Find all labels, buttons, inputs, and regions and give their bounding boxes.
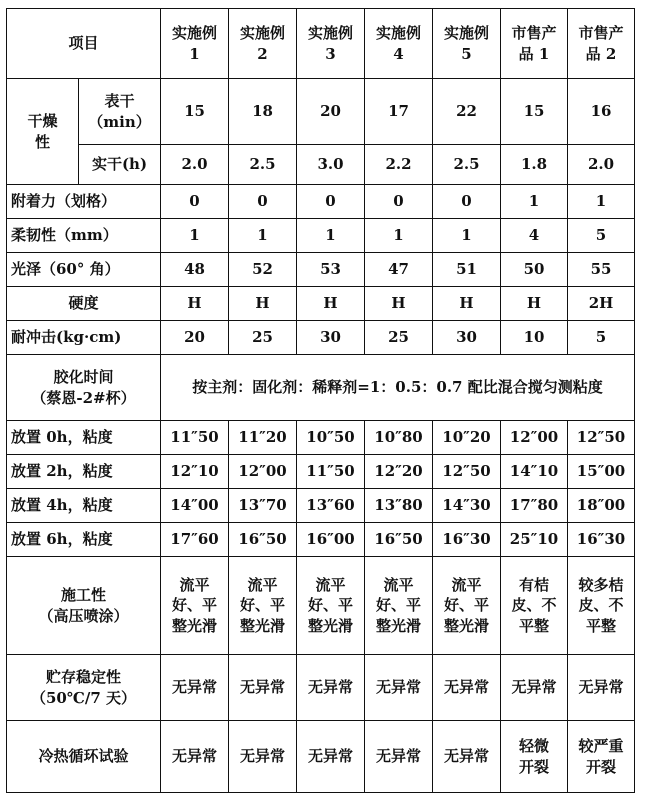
value-text: 12″00 (509, 428, 559, 447)
drying-surface-row (7, 79, 635, 145)
value-cell (365, 185, 433, 219)
viscosity-label: 放置 2h，粘度 (11, 462, 113, 481)
construction-value-line: 整光滑 (444, 616, 490, 635)
value-text: 20 (320, 102, 341, 121)
property-row (7, 185, 635, 219)
property-row (7, 321, 635, 355)
value-text: 10 (523, 328, 545, 347)
header-col-1 (161, 9, 229, 79)
value-text: 1 (325, 226, 336, 245)
value-text: H (187, 294, 202, 313)
gel-label-cell (7, 355, 161, 421)
gel-row (7, 355, 635, 421)
value-text: 13″80 (374, 496, 423, 515)
value-text: 12″50 (442, 462, 491, 481)
value-cell (501, 489, 568, 523)
value-text: 47 (388, 260, 409, 279)
value-text: 2.0 (587, 155, 615, 174)
value-cell (297, 489, 365, 523)
header-col-label-line: 2 (257, 44, 268, 63)
value-text: 16″30 (442, 530, 491, 549)
thermal-value-line: 无异常 (308, 747, 354, 766)
value-text: 1.8 (520, 155, 548, 174)
construction-value-line: 有桔 (519, 576, 550, 595)
value-cell (297, 287, 365, 321)
header-col-label-line: 实施例 (240, 24, 286, 43)
value-cell (229, 79, 297, 145)
value-cell (501, 721, 568, 793)
viscosity-label: 放置 4h，粘度 (11, 496, 113, 515)
gel-note-cell (161, 355, 635, 421)
value-cell (568, 455, 635, 489)
value-text: 16″30 (576, 530, 626, 549)
value-text: 22 (456, 102, 477, 121)
value-text: 14″10 (509, 462, 559, 481)
viscosity-label-cell (7, 421, 161, 455)
thermal-value-line: 无异常 (444, 747, 490, 766)
value-cell (433, 253, 501, 287)
header-col-label-line: 品 1 (518, 44, 550, 63)
value-text: 11″50 (306, 462, 355, 481)
value-cell (161, 253, 229, 287)
value-text: 17 (388, 102, 409, 121)
drying-surface-label-cell (79, 79, 161, 145)
value-cell (365, 79, 433, 145)
results-table (6, 8, 635, 793)
value-text: 25 (252, 328, 273, 347)
value-cell (229, 185, 297, 219)
value-cell (501, 523, 568, 557)
construction-value-line: 皮、不 (578, 596, 624, 615)
value-text: 14″30 (442, 496, 491, 515)
value-text: H (391, 294, 406, 313)
value-text: 11″50 (170, 428, 219, 447)
drying-hard-label: 实干(h) (91, 155, 148, 174)
value-cell (297, 219, 365, 253)
value-cell (433, 721, 501, 793)
value-text: 18 (252, 102, 273, 121)
drying-group-label-line: 性 (34, 132, 50, 151)
header-col-label-line: 3 (325, 44, 336, 63)
value-cell (297, 79, 365, 145)
value-cell (365, 253, 433, 287)
viscosity-row (7, 421, 635, 455)
value-text: 48 (184, 260, 205, 279)
thermal-value-line: 无异常 (240, 747, 286, 766)
header-col-label-line: 市售产 (511, 24, 557, 43)
header-item-label: 项目 (68, 34, 99, 53)
value-text: 2H (588, 294, 614, 313)
value-cell (433, 219, 501, 253)
value-cell (365, 655, 433, 721)
value-text: 0 (257, 192, 268, 211)
value-text: 17″80 (509, 496, 559, 515)
value-cell (568, 655, 635, 721)
value-cell (501, 219, 568, 253)
header-col-4 (365, 9, 433, 79)
thermal-value-line: 开裂 (586, 757, 617, 776)
value-text: 10″80 (374, 428, 423, 447)
value-cell (365, 421, 433, 455)
value-text: 10″20 (442, 428, 491, 447)
value-cell (229, 253, 297, 287)
value-cell (568, 421, 635, 455)
gel-note: 按主剂：固化剂：稀释剂=1：0.5：0.7 配比混合搅匀测粘度 (192, 378, 603, 397)
drying-surface-label-line: （min） (88, 112, 151, 131)
value-cell (433, 421, 501, 455)
value-cell (568, 489, 635, 523)
construction-value-line: 流平 (247, 576, 278, 595)
value-cell (161, 321, 229, 355)
value-cell (297, 523, 365, 557)
value-text: 14″00 (170, 496, 219, 515)
viscosity-label: 放置 0h，粘度 (11, 428, 113, 447)
value-cell (229, 557, 297, 655)
storage-label-line: 贮存稳定性 (46, 668, 122, 687)
value-text: 25 (388, 328, 409, 347)
drying-group-label-line: 干燥 (27, 112, 58, 131)
value-cell (568, 185, 635, 219)
construction-value-line: 好、平 (240, 596, 286, 615)
value-text: 13″60 (306, 496, 355, 515)
property-label-cell (7, 185, 161, 219)
value-text: H (459, 294, 474, 313)
value-cell (229, 655, 297, 721)
drying-group-cell (7, 79, 79, 185)
property-label-cell (7, 219, 161, 253)
value-cell (229, 219, 297, 253)
value-text: 16″50 (238, 530, 287, 549)
value-text: H (526, 294, 542, 313)
value-cell (433, 455, 501, 489)
value-cell (433, 145, 501, 185)
value-text: 11″20 (238, 428, 287, 447)
header-col-label-line: 实施例 (308, 24, 354, 43)
value-cell (365, 523, 433, 557)
construction-value-line: 流平 (315, 576, 346, 595)
construction-value-line: 整光滑 (240, 616, 286, 635)
header-col-label-line: 1 (189, 44, 200, 63)
construction-label-cell (7, 557, 161, 655)
value-cell (297, 557, 365, 655)
value-cell (433, 655, 501, 721)
construction-value-line: 平整 (586, 616, 617, 635)
value-cell (297, 145, 365, 185)
value-text: 1 (189, 226, 200, 245)
value-text: H (323, 294, 338, 313)
value-text: 2.5 (249, 155, 276, 174)
thermal-row (7, 721, 635, 793)
value-cell (365, 489, 433, 523)
value-text: 50 (523, 260, 545, 279)
value-text: 2.5 (453, 155, 480, 174)
thermal-value-line: 较严重 (578, 737, 624, 756)
value-cell (161, 421, 229, 455)
value-text: 无异常 (511, 678, 557, 697)
thermal-value-line: 开裂 (519, 757, 550, 776)
thermal-label: 冷热循环试验 (38, 747, 129, 766)
value-text: 52 (252, 260, 273, 279)
value-text: 无异常 (308, 678, 354, 697)
value-cell (501, 421, 568, 455)
value-cell (365, 287, 433, 321)
construction-value-line: 好、平 (444, 596, 490, 615)
value-cell (297, 455, 365, 489)
thermal-value-line: 无异常 (172, 747, 218, 766)
value-text: 13″70 (238, 496, 287, 515)
value-cell (161, 287, 229, 321)
construction-row (7, 557, 635, 655)
value-cell (365, 321, 433, 355)
value-cell (568, 79, 635, 145)
header-col-label-line: 实施例 (444, 24, 490, 43)
construction-value-line: 整光滑 (376, 616, 422, 635)
property-label-cell (7, 253, 161, 287)
value-text: 2.0 (181, 155, 208, 174)
header-col-label-line: 4 (393, 44, 404, 63)
value-cell (433, 287, 501, 321)
value-cell (229, 421, 297, 455)
value-cell (229, 489, 297, 523)
value-text: 0 (393, 192, 404, 211)
construction-value-line: 流平 (383, 576, 414, 595)
value-cell (229, 523, 297, 557)
value-text: 1 (461, 226, 472, 245)
value-cell (229, 721, 297, 793)
thermal-value-line: 无异常 (376, 747, 422, 766)
value-cell (365, 557, 433, 655)
storage-row (7, 655, 635, 721)
value-cell (161, 455, 229, 489)
value-text: 20 (184, 328, 205, 347)
construction-value-line: 整光滑 (172, 616, 218, 635)
header-col-label-line: 实施例 (172, 24, 218, 43)
value-cell (161, 721, 229, 793)
header-col-7 (568, 9, 635, 79)
value-cell (365, 219, 433, 253)
value-text: 17″60 (170, 530, 219, 549)
value-text: 25″10 (509, 530, 559, 549)
value-text: 10″50 (306, 428, 355, 447)
construction-value-line: 好、平 (172, 596, 218, 615)
header-col-5 (433, 9, 501, 79)
value-cell (161, 145, 229, 185)
value-cell (229, 145, 297, 185)
value-cell (501, 253, 568, 287)
value-text: 12″00 (238, 462, 287, 481)
value-cell (568, 557, 635, 655)
value-cell (433, 489, 501, 523)
value-text: 53 (320, 260, 341, 279)
value-text: 5 (595, 328, 607, 347)
construction-value-line: 整光滑 (308, 616, 354, 635)
value-cell (365, 721, 433, 793)
value-cell (501, 655, 568, 721)
property-label: 硬度 (68, 294, 99, 313)
value-cell (501, 185, 568, 219)
value-text: 无异常 (578, 678, 624, 697)
value-cell (568, 145, 635, 185)
value-cell (161, 489, 229, 523)
value-text: 0 (325, 192, 336, 211)
value-text: 0 (189, 192, 200, 211)
header-row (7, 9, 635, 79)
value-text: 12″10 (170, 462, 219, 481)
value-text: 3.0 (317, 155, 344, 174)
value-cell (365, 455, 433, 489)
value-text: 15 (184, 102, 205, 121)
construction-value-line: 好、平 (376, 596, 422, 615)
value-cell (297, 721, 365, 793)
value-cell (161, 557, 229, 655)
value-cell (568, 321, 635, 355)
gel-label-line: （蔡恩-2#杯） (31, 388, 136, 407)
property-label: 耐冲击(kg·cm) (11, 328, 122, 347)
drying-hard-row (7, 145, 635, 185)
drying-hard-label-cell (79, 145, 161, 185)
thermal-value-line: 轻微 (519, 737, 550, 756)
value-text: 2.2 (385, 155, 412, 174)
header-col-label-line: 市售产 (578, 24, 624, 43)
value-text: 1 (528, 192, 540, 211)
construction-value-line: 流平 (179, 576, 210, 595)
property-label-cell (7, 321, 161, 355)
construction-value-line: 流平 (451, 576, 482, 595)
header-item-cell (7, 9, 161, 79)
construction-label-line: （高压喷涂） (38, 606, 129, 625)
value-cell (161, 79, 229, 145)
value-text: 4 (528, 226, 540, 245)
property-row (7, 219, 635, 253)
value-cell (501, 321, 568, 355)
value-cell (433, 185, 501, 219)
construction-value-line: 好、平 (308, 596, 354, 615)
value-text: 无异常 (240, 678, 286, 697)
value-cell (501, 287, 568, 321)
property-row (7, 287, 635, 321)
thermal-label-cell (7, 721, 161, 793)
value-text: 18″00 (576, 496, 626, 515)
property-label: 柔韧性（mm） (11, 226, 118, 245)
value-cell (501, 145, 568, 185)
value-cell (161, 219, 229, 253)
header-col-6 (501, 9, 568, 79)
property-label: 附着力（划格） (11, 192, 117, 211)
value-cell (229, 321, 297, 355)
value-text: 1 (595, 192, 607, 211)
value-text: 15″00 (576, 462, 626, 481)
value-cell (229, 455, 297, 489)
property-label: 光泽（60° 角） (11, 260, 120, 279)
value-text: 12″50 (576, 428, 626, 447)
value-text: 1 (393, 226, 404, 245)
value-text: 无异常 (444, 678, 490, 697)
header-col-3 (297, 9, 365, 79)
value-cell (568, 253, 635, 287)
value-cell (297, 185, 365, 219)
storage-label-line: （50℃/7 天） (31, 688, 136, 707)
value-text: 30 (320, 328, 341, 347)
value-text: 15 (523, 102, 545, 121)
header-col-label-line: 实施例 (376, 24, 422, 43)
value-text: 16 (590, 102, 612, 121)
value-cell (433, 321, 501, 355)
value-text: H (255, 294, 270, 313)
value-cell (161, 655, 229, 721)
value-text: 0 (461, 192, 472, 211)
header-col-2 (229, 9, 297, 79)
value-text: 12″20 (374, 462, 423, 481)
viscosity-row (7, 523, 635, 557)
value-cell (501, 79, 568, 145)
value-cell (568, 287, 635, 321)
value-text: 5 (595, 226, 607, 245)
header-col-label-line: 品 2 (585, 44, 617, 63)
drying-surface-label-line: 表干 (104, 92, 135, 111)
viscosity-label-cell (7, 455, 161, 489)
property-row (7, 253, 635, 287)
value-text: 55 (590, 260, 612, 279)
viscosity-row (7, 455, 635, 489)
gel-label-line: 胶化时间 (53, 368, 114, 387)
viscosity-label-cell (7, 523, 161, 557)
viscosity-label-cell (7, 489, 161, 523)
value-cell (161, 523, 229, 557)
construction-value-line: 较多桔 (578, 576, 624, 595)
value-cell (568, 523, 635, 557)
value-cell (229, 287, 297, 321)
header-col-label-line: 5 (461, 44, 472, 63)
construction-value-line: 平整 (519, 616, 550, 635)
construction-value-line: 皮、不 (511, 596, 557, 615)
value-text: 16″50 (374, 530, 423, 549)
value-cell (568, 721, 635, 793)
storage-label-cell (7, 655, 161, 721)
value-cell (297, 321, 365, 355)
value-text: 无异常 (172, 678, 218, 697)
value-cell (297, 421, 365, 455)
value-cell (433, 557, 501, 655)
value-text: 16″00 (306, 530, 355, 549)
value-cell (297, 655, 365, 721)
value-cell (568, 219, 635, 253)
value-cell (433, 79, 501, 145)
value-cell (297, 253, 365, 287)
construction-label-line: 施工性 (61, 586, 107, 605)
value-cell (501, 557, 568, 655)
viscosity-row (7, 489, 635, 523)
value-text: 无异常 (376, 678, 422, 697)
value-cell (161, 185, 229, 219)
viscosity-label: 放置 6h，粘度 (11, 530, 113, 549)
value-cell (365, 145, 433, 185)
value-cell (433, 523, 501, 557)
property-label-cell (7, 287, 161, 321)
value-text: 30 (456, 328, 477, 347)
value-cell (501, 455, 568, 489)
value-text: 51 (456, 260, 477, 279)
value-text: 1 (257, 226, 268, 245)
